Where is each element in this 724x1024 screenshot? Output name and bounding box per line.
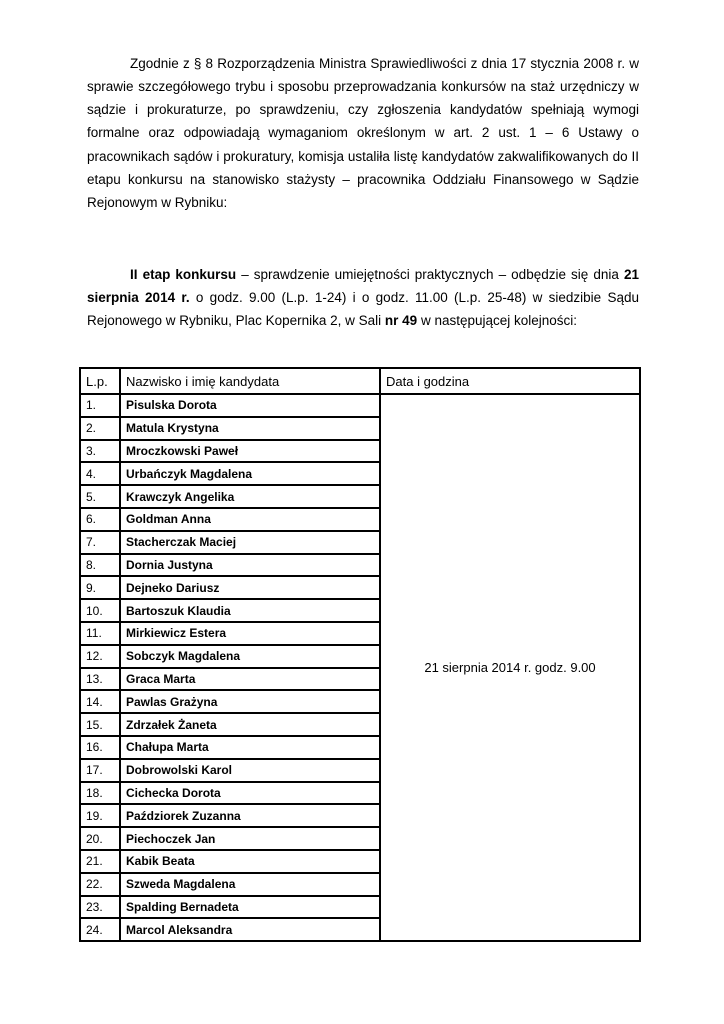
date-time-cell: 21 sierpnia 2014 r. godz. 9.00 (380, 394, 640, 941)
row-candidate-name: Pisulska Dorota (120, 394, 380, 417)
row-candidate-name: Paździorek Zuzanna (120, 804, 380, 827)
row-candidate-name: Dejneko Dariusz (120, 576, 380, 599)
row-lp: 4. (80, 462, 120, 485)
candidates-table (79, 367, 641, 942)
row-lp: 20. (80, 827, 120, 850)
row-lp: 15. (80, 713, 120, 736)
header-name: Nazwisko i imię kandydata (120, 368, 380, 394)
row-lp: 17. (80, 759, 120, 782)
row-lp: 10. (80, 599, 120, 622)
row-candidate-name: Matula Krystyna (120, 417, 380, 440)
row-candidate-name: Marcol Aleksandra (120, 918, 380, 941)
stage-date: 21 sierpnia 2014 r. (87, 266, 639, 305)
row-lp: 12. (80, 645, 120, 668)
row-lp: 23. (80, 896, 120, 919)
table-header-row (80, 368, 640, 394)
row-lp: 1. (80, 394, 120, 417)
row-candidate-name: Sobczyk Magdalena (120, 645, 380, 668)
row-candidate-name: Szweda Magdalena (120, 873, 380, 896)
stage-text-2: o godz. 9.00 (L.p. 1-24) i o godz. 11.00 (L.p. 25-48) w siedzibie Sądu Rejonowego w Rybniku, Plac Kopernika 2, w Sali (87, 289, 639, 329)
row-candidate-name: Piechoczek Jan (120, 827, 380, 850)
row-candidate-name: Mirkiewicz Estera (120, 622, 380, 645)
intro-paragraph (87, 52, 639, 215)
row-candidate-name: Dobrowolski Karol (120, 759, 380, 782)
row-candidate-name: Pawlas Grażyna (120, 690, 380, 713)
stage-text-3: w następującej kolejności: (417, 313, 578, 329)
row-lp: 13. (80, 668, 120, 691)
row-candidate-name: Kabik Beata (120, 850, 380, 873)
row-candidate-name: Zdrzałek Żaneta (120, 713, 380, 736)
row-lp: 11. (80, 622, 120, 645)
row-candidate-name: Krawczyk Angelika (120, 485, 380, 508)
row-candidate-name: Spalding Bernadeta (120, 896, 380, 919)
row-lp: 21. (80, 850, 120, 873)
stage-room: nr 49 (384, 313, 418, 329)
row-candidate-name: Mroczkowski Paweł (120, 440, 380, 463)
row-candidate-name: Urbańczyk Magdalena (120, 462, 380, 485)
stage-paragraph (87, 263, 639, 333)
row-lp: 14. (80, 690, 120, 713)
table-row (80, 394, 640, 417)
row-lp: 24. (80, 918, 120, 941)
header-date: Data i godzina (380, 368, 640, 394)
row-candidate-name: Stacherczak Maciej (120, 531, 380, 554)
row-lp: 8. (80, 554, 120, 577)
row-lp: 3. (80, 440, 120, 463)
table-body (80, 394, 640, 941)
stage-title: II etap konkursu (130, 266, 237, 282)
header-lp: L.p. (80, 368, 120, 394)
row-lp: 9. (80, 576, 120, 599)
row-candidate-name: Graca Marta (120, 668, 380, 691)
row-lp: 5. (80, 485, 120, 508)
row-candidate-name: Dornia Justyna (120, 554, 380, 577)
row-lp: 18. (80, 782, 120, 805)
intro-text: Zgodnie z § 8 Rozporządzenia Ministra Sprawiedliwości z dnia 17 stycznia 2008 r. w sprawie szczegółowego trybu i sposobu przeprowadzania konkursów na staż urzędniczy w sądzie i prokuraturze, po sprawdzeniu, czy zgłoszenia kandydatów spełniają wymogi formalne oraz odpowiadają wymaganiom określonym w art. 2 ust. 1 – 6 Ustawy o pracownikach sądów i prokuratury, komisja ustaliła listę kandydatów zakwalifikowanych do II etapu konkursu na stanowisko stażysty – pracownika Oddziału Finansowego w Sądzie Rejonowym w Rybniku: (87, 55, 639, 211)
stage-text-1: – sprawdzenie umiejętności praktycznych – odbędzie się dnia (236, 266, 624, 282)
row-lp: 22. (80, 873, 120, 896)
row-lp: 7. (80, 531, 120, 554)
row-lp: 19. (80, 804, 120, 827)
row-candidate-name: Goldman Anna (120, 508, 380, 531)
row-lp: 2. (80, 417, 120, 440)
row-lp: 6. (80, 508, 120, 531)
row-candidate-name: Chałupa Marta (120, 736, 380, 759)
row-candidate-name: Cichecka Dorota (120, 782, 380, 805)
row-candidate-name: Bartoszuk Klaudia (120, 599, 380, 622)
row-lp: 16. (80, 736, 120, 759)
